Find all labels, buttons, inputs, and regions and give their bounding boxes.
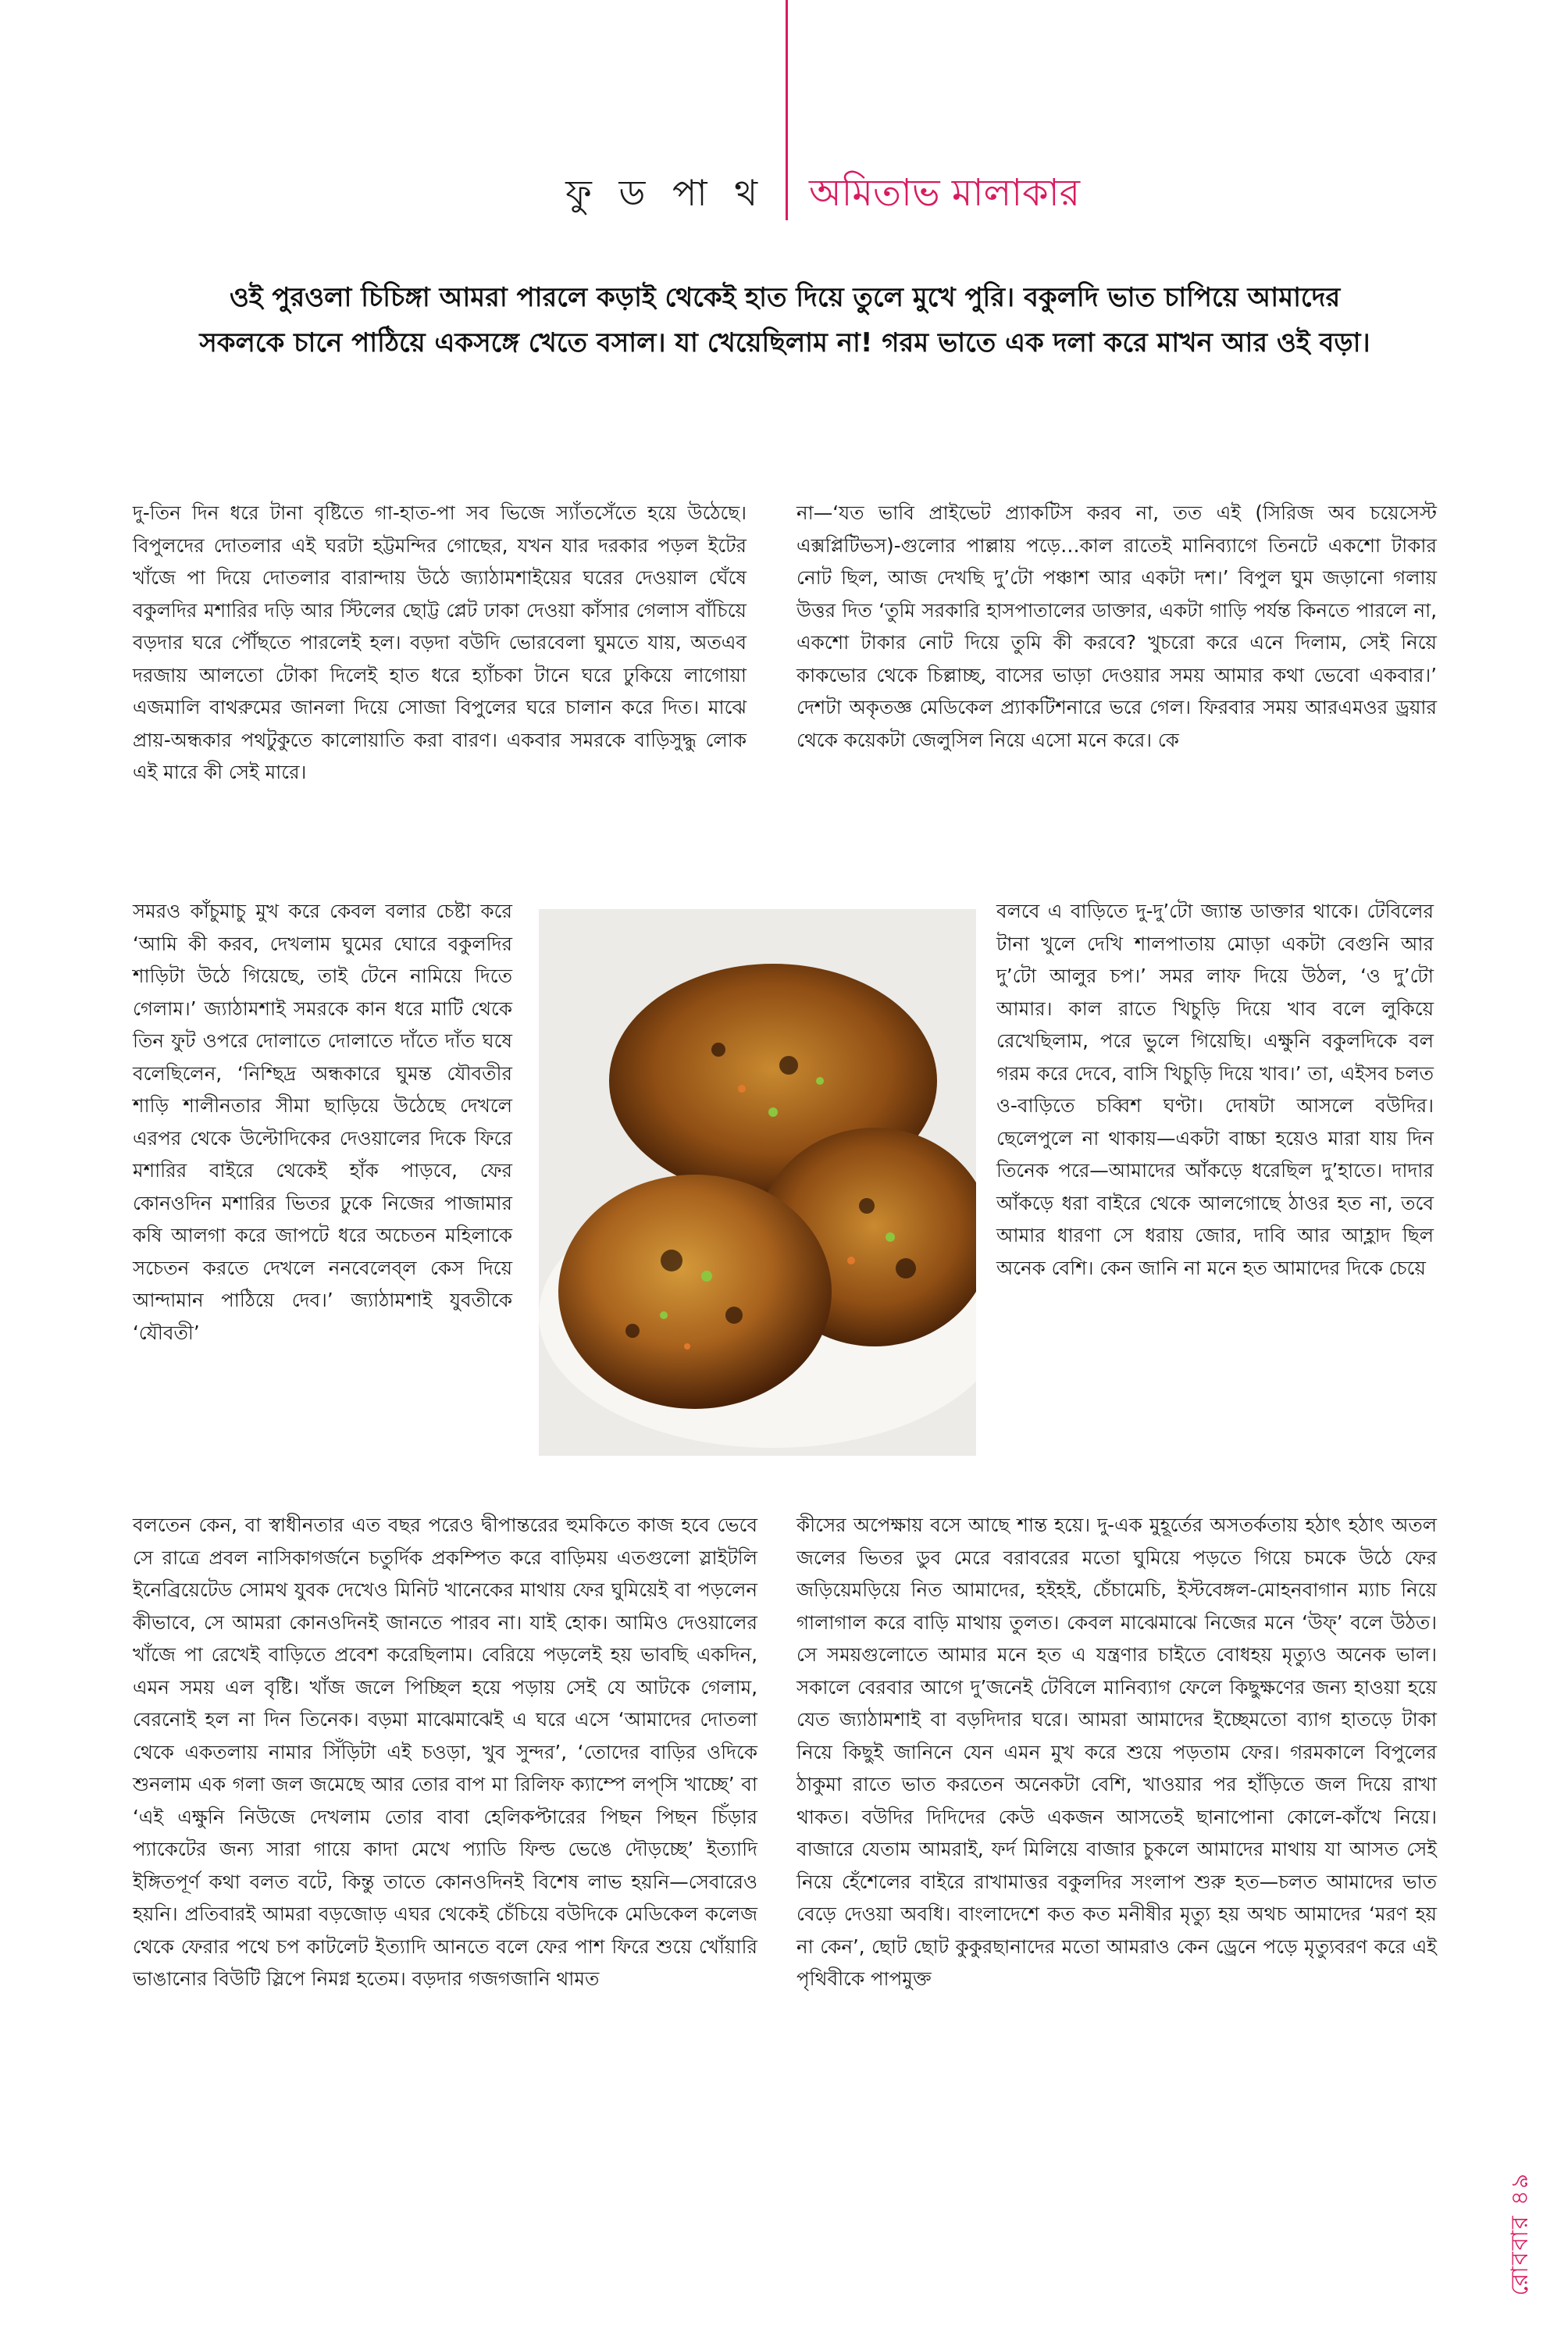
body-column-right-top	[796, 497, 1437, 756]
body-column-right-bottom	[796, 1509, 1437, 1995]
paragraph: দু-তিন দিন ধরে টানা বৃষ্টিতে গা-হাত-পা সব ভিজে স্যাঁতসেঁতে হয়ে উঠেছে। বিপুলদের দোতলার এই ঘরটা হট্টমন্দির গোছের, যখন যার দরকার পড়ল ইটের খাঁজে পা দিয়ে দোতলার বারান্দায় উঠে জ্যাঠামশাইয়ের ঘরের দেওয়াল ঘেঁষে বকুলদির মশারির দড়ি আর স্টিলের ছোট্ট প্লেট ঢাকা দেওয়া কাঁসার গেলাস বাঁচিয়ে বড়দার ঘরে পৌঁছতে পারলেই হল। বড়দা বউদি ভোরবেলা ঘুমতে যায়, অতএব দরজায় আলতো টোকা দিলেই হাত ধরে হ্যাঁচকা টানে ঘরে ঢুকিয়ে লাগোয়া এজমালি বাথরুমের জানলা দিয়ে সোজা বিপুলের ঘরে চালান করে দিত। মাঝে প্রায়-অন্ধকার পথটুকুতে কালোয়াতি করা বারণ। একবার সমরকে বাড়িসুদ্ধু লোক এই মারে কী সেই মারে।	[133, 501, 747, 783]
body-column-right-wrap	[996, 895, 1434, 1284]
body-column-left-top	[133, 497, 747, 789]
page-footer: রোববার ৪৯	[1506, 2171, 1534, 2295]
paragraph: বলবে এ বাড়িতে দু-দু’টো জ্যান্ত ডাক্তার থাকে। টেবিলের টানা খুলে দেখি শালপাতায় মোড়া একটা বেগুনি আর দু’টো আলুর চপ।’ সমর লাফ দিয়ে উঠল, ‘ও দু’টো আমার। কাল রাতে খিচুড়ি দিয়ে খাব বলে লুকিয়ে রেখেছিলাম, পরে ভুলে গিয়েছি। এক্ষুনি বকুলদিকে বল গরম করে দেবে, বাসি খিচুড়ি দিয়ে খাব।’ তা, এইসব চলত ও-বাড়িতে চব্বিশ ঘণ্টা। দোষটা আসলে বউদির। ছেলেপুলে না থাকায়—একটা বাচ্চা হয়েও মারা যায় দিন তিনেক পরে—আমাদের আঁকড়ে ধরেছিল দু’হাতে। দাদার আঁকড়ে ধরা বাইরে থেকে আলগোছে ঠাওর হত না, তবে আমার ধারণা সে ধরায় জোর, দাবি আর আহ্লাদ ছিল অনেক বেশি। কেন জানি না মনে হত আমাদের দিকে চেয়ে	[996, 900, 1434, 1279]
paragraph: বলতেন কেন, বা স্বাধীনতার এত বছর পরেও দ্বীপান্তরের হুমকিতে কাজ হবে ভেবে সে রাত্রে প্রবল নাসিকাগর্জনে চতুর্দিক প্রকম্পিত করে বাড়িময় এতগুলো স্লাইটলি ইনেব্রিয়েটেড সোমথ যুবক দেখেও মিনিট খানেকের মাথায় ফের ঘুমিয়েই বা পড়লেন কীভাবে, সে আমরা কোনওদিনই জানতে পারব না। যাই হোক। আমিও দেওয়ালের খাঁজে পা রেখেই বাড়িতে প্রবেশ করেছিলাম। বেরিয়ে পড়লেই হয় ভাবছি একদিন, এমন সময় এল বৃষ্টি। খাঁজ জলে পিচ্ছিল হয়ে পড়ায় সেই যে আটকে গেলাম, বেরনোই হল না দিন তিনেক। বড়মা মাঝেমাঝেই এ ঘরে এসে ‘আমাদের দোতলা থেকে একতলায় নামার সিঁড়িটা এই চওড়া, খুব সুন্দর’, ‘তোদের বাড়ির ওদিকে শুনলাম এক গলা জল জমেছে আর তোর বাপ মা রিলিফ ক্যাম্পে লপ্‌সি খাচ্ছে’ বা ‘এই এক্ষুনি নিউজে দেখলাম তোর বাবা হেলিকপ্টারের পিছন পিছন চিঁড়ার প্যাকেটের জন্য সারা গায়ে কাদা মেখে প্যাডি ফিল্ড ভেঙে দৌড়চ্ছে’ ইত্যাদি ইঙ্গিতপূর্ণ কথা বলত বটে, কিন্তু তাতে কোনওদিনই বিশেষ লাভ হয়নি—সেবারেও হয়নি। প্রতিবারই আমরা বড়জোড় এঘর থেকেই চেঁচিয়ে বউদিকে মেডিকেল কলেজ থেকে ফেরার পথে চপ কাটলেট ইত্যাদি আনতে বলে ফের পাশ ফিরে শুয়ে খোঁয়ারি ভাঙানোর বিউটি স্লিপে নিমগ্ন হতেম। বড়দার গজগজানি থামত	[133, 1514, 757, 1990]
paragraph: না—‘যত ভাবি প্রাইভেট প্র্যাকটিস করব না, তত এই (সিরিজ অব চয়েসেস্ট এক্সপ্লিটিভস)-গুলোর পাল্লায় পড়ে…কাল রাতেই মানিব্যাগে তিনটে একশো টাকার নোট ছিল, আজ দেখছি দু’টো পঞ্চাশ আর একটা দশ।’ বিপুল ঘুম জড়ানো গলায় উত্তর দিত ‘তুমি সরকারি হাসপাতালের ডাক্তার, একটা গাড়ি পর্যন্ত কিনতে পারলে না, একশো টাকার নোট দিয়ে তুমি কী করবে? খুচরো করে এনে দিলাম, সেই নিয়ে কাকভোর থেকে চিল্লাচ্ছ, বাসের ভাড়া দেওয়ার সময় আমার কথা ভেবো একবার।’ দেশটা অকৃতজ্ঞ মেডিকেল প্র্যাকটিশনারে ভরে গেল। ফিরবার সময় আরএমওর ড্রয়ার থেকে কয়েকটা জেলুসিল নিয়ে এসো মনে করে। কে	[796, 501, 1437, 751]
fried-cutlets-photo	[539, 909, 976, 1456]
paragraph: সমরও কাঁচুমাচু মুখ করে কেবল বলার চেষ্টা করে ‘আমি কী করব, দেখলাম ঘুমের ঘোরে বকুলদির শাড়িটা উঠে গিয়েছে, তাই টেনে নামিয়ে দিতে গেলাম।’ জ্যাঠামশাই সমরকে কান ধরে মাটি থেকে তিন ফুট ওপরে দোলাতে দোলাতে দাঁতে দাঁত ঘষে বলেছিলেন, ‘নিশ্ছিদ্র অন্ধকারে ঘুমন্ত যৌবতীর শাড়ি শালীনতার সীমা ছাড়িয়ে উঠেছে দেখলে এরপর থেকে উল্টোদিকের দেওয়ালের দিকে ফিরে মশারির বাইরে থেকেই হাঁক পাড়বে, ফের কোনওদিন মশারির ভিতর ঢুকে নিজের পাজামার কষি আলগা করে জাপটে ধরে অচেতন মহিলাকে সচেতন করতে দেখলে ননবেলেব্‌ল কেস দিয়ে আন্দামান পাঠিয়ে দেব।’ জ্যাঠামশাই যুবতীকে ‘যৌবতী’	[133, 900, 512, 1344]
body-column-left-wrap	[133, 895, 512, 1349]
section-title: ফু ড পা থ	[565, 172, 765, 214]
article-header	[0, 166, 1568, 220]
cutlets-illustration	[539, 909, 976, 1456]
body-column-left-bottom	[133, 1509, 757, 1995]
paragraph: কীসের অপেক্ষায় বসে আছে শান্ত হয়ে। দু-এক মুহূর্তের অসতর্কতায় হঠাৎ হঠাৎ অতল জলের ভিতর ডুব মেরে বরাবরের মতো ঘুমিয়ে পড়তে গিয়ে চমকে উঠে ফের জড়িয়েমড়িয়ে নিত আমাদের, হইহই, চেঁচামেচি, ইস্টবেঙ্গল-মোহনবাগান ম্যাচ নিয়ে গালাগাল করে বাড়ি মাথায় তুলত। কেবল মাঝেমাঝে নিজের মনে ‘উফ্‌’ বলে উঠত। সে সময়গুলোতে আমার মনে হত এ যন্ত্রণার চাইতে বোধহয় মৃত্যুও অনেক ভাল। সকালে বেরবার আগে দু’জনেই টেবিলে মানিব্যাগ ফেলে কিছুক্ষণের জন্য হাওয়া হয়ে যেত জ্যাঠামশাই বা বড়দিদার ঘরে। আমরা আমাদের ইচ্ছেমতো ব্যাগ হাতড়ে টাকা নিয়ে কিছুই জানিনে যেন এমন মুখ করে শুয়ে পড়তাম ফের। গরমকালে বিপুলের ঠাকুমা রাতে ভাত করতেন অনেকটা বেশি, খাওয়ার পর হাঁড়িতে জল দিয়ে রাখা থাকত। বউদির দিদিদের কেউ একজন আসতেই ছানাপোনা কোলে-কাঁখে নিয়ে। বাজারে যেতাম আমরাই, ফর্দ মিলিয়ে বাজার চুকলে আমাদের মাথায় যা আসত সেই নিয়ে হেঁশেলের বাইরে রাখামাত্তর বকুলদির সংলাপ শুরু হত—চলত আমাদের ভাত বেড়ে দেওয়া অবধি। বাংলাদেশে কত কত মনীষীর মৃত্যু হয় অথচ আমাদের ‘মরণ হয় না কেন’, ছোট ছোট কুকুরছানাদের মতো আমরাও কেন ড্রেনে পড়ে মৃত্যুবরণ করে এই পৃথিবীকে পাপমুক্ত	[796, 1514, 1437, 1990]
author-name: অমিতাভ মালাকার	[809, 171, 1081, 215]
pull-quote: ওই পুরওলা চিচিঙ্গা আমরা পারলে কড়াই থেকেই হাত দিয়ে তুলে মুখে পুরি। বকুলদি ভাত চাপিয়ে আমাদের সকলকে চানে পাঠিয়ে একসঙ্গে খেতে বসাল। যা খেয়েছিলাম না! গরম ভাতে এক দলা করে মাখন আর ওই বড়া।	[199, 282, 1370, 358]
